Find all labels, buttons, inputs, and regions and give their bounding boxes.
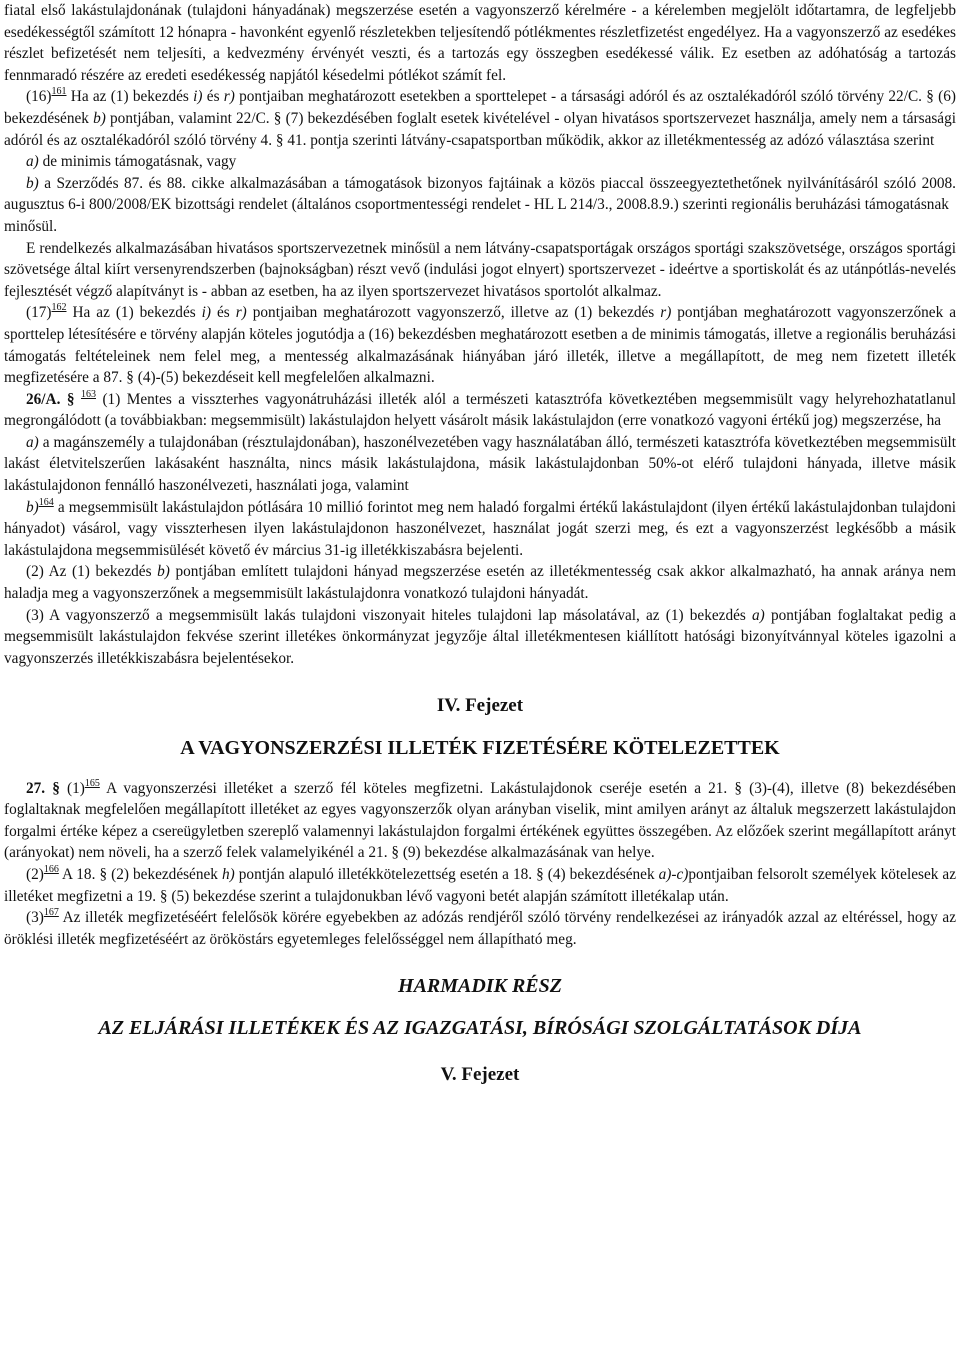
list-item-b <box>4 173 956 216</box>
paragraph-number: (3) <box>26 909 44 927</box>
text-run: pontjaiban felsorolt személyek kötelesek az illetéket megfizetni a 19. § (5) bekezdése szerint a tulajdonukban lévő vagyoni betét alapján számított illetékalap után. <box>4 865 956 905</box>
point-label: a) <box>26 433 39 451</box>
paragraph-text: fiatal első lakástulajdonának (tulajdoni hányadának) megszerzése esetén a vagyonszerző kérelmére - a kérelemben megjelölt időtartamra, de legfeljebb esedékességtől számított 12 hónapra - havonként egyenlő részletekben teljesítendő pótlékmentes részletfizetést engedélyez. Ha a vagyonszerző az esedékes részlet befizetését nem teljesíti, a kedvezmény érvényét veszti, és a tartozás egy összegben esedékessé válik. Ez esetben az adóhatóság a tartozás fennmaradó részére az eredeti esedékesség napjától késedelmi pótlékot számít fel. <box>4 2 956 84</box>
point-ref: r) <box>223 88 235 106</box>
text-run: pontjaiban meghatározott esetekben a sporttelepet - a társasági adóról és az osztalékadóról szóló törvény 22/C. § (6) bekezdésének <box>4 88 956 127</box>
point-label: a) <box>26 153 39 171</box>
point-label: b) <box>26 174 39 192</box>
section-27 <box>4 778 956 864</box>
point-ref: i) <box>201 304 212 322</box>
point-label: b) <box>26 498 39 516</box>
paragraph-16-end <box>4 216 956 238</box>
paragraph-17 <box>4 302 956 388</box>
section-26a-paragraph-3 <box>4 605 956 670</box>
paragraph-16-definition <box>4 238 956 303</box>
point-ref: b) <box>93 109 106 127</box>
text-run: minősül. <box>4 217 58 235</box>
text-run: (3) A vagyonszerző a megsemmisült lakás tulajdoni viszonyait hiteles tulajdoni lap másolatával, az (1) bekezdés <box>26 606 753 624</box>
text-run: a magánszemély a tulajdonában (résztulajdonában), haszonélvezetében vagy használatában álló, természeti katasztrófa következtében megsemmisült lakást életvitelszerűen lakásaként használta, nincs másik lakástulajdona, másik lakástulajdonban 50%-ot elérő tulajdoni hányada, illetve másik lakástulajdonon fennálló haszonélvezeti, használati joga, valamint <box>4 433 956 495</box>
paragraph-number: (2) <box>26 865 44 883</box>
point-ref: r) <box>235 304 247 322</box>
text-run: Ha az (1) bekezdés <box>66 304 202 322</box>
text-run: pontjában meghatározott vagyonszerzőnek a sporttelep létesítésére e törvény alapján köteles jogutódja a (16) bekezdésben meghatározott esetben a de minimis támogatás, illetve a regionális beruházási támogatás feltételeinek nem felel meg, a mentesség alkalmazásának hiányában járó illeték, illetve a megállapított, de meg nem fizetett illeték megfizetésére a 87. § (4)-(5) bekezdéseit kell megfelelően alkalmazni. <box>4 304 956 387</box>
paragraph-16 <box>4 86 956 151</box>
section-27-paragraph-3 <box>4 907 956 950</box>
point-ref: r) <box>660 304 672 322</box>
footnote-ref-163[interactable]: 163 <box>81 388 96 400</box>
footnote-ref-161[interactable]: 161 <box>51 86 67 98</box>
point-ref: a)-c) <box>658 865 689 883</box>
part-heading: HARMADIK RÉSZ <box>398 975 562 998</box>
text-run: A vagyonszerzési illetéket a szerző fél köteles megfizetni. Lakástulajdonok cseréje esetén a 21. § (3)-(4), illetve (8) bekezdésében foglaltaknak megfelelően megállapított illetéket az egyes vagyonszerzők olyan arányban viselik, mint amilyen arányt az általuk megszerzett lakástulajdon forgalmi értéke képez a csereügyletben szereplő valamennyi lakástulajdon forgalmi értékének együttes összegében. Az előzőek szerint megállapított arányt (arányokat) nem növeli, ha a szerző felek valamelyikénél a 21. § (9) bekezdése alkalmazásának van helye. <box>4 779 956 862</box>
text-run: (2) Az (1) bekezdés <box>26 563 158 581</box>
chapter-title: A VAGYONSZERZÉSI ILLETÉK FIZETÉSÉRE KÖTELEZETTEK <box>180 737 780 759</box>
list-item-a <box>4 151 956 173</box>
text-run: (1) Mentes a visszterhes vagyonátruházási illeték alól a természeti katasztrófa következtében megsemmisült vagy helyrehozhatatlanul megrongálódott (a továbbiakban: megsemmisült) lakástulajdon helyett vásárolt másik lakástulajdon (erre vonatkozó vagyoni értékű jog) megszerzése, ha <box>4 390 957 430</box>
text-run: a Szerződés 87. és 88. cikke alkalmazásában a támogatások bizonyos fajtáinak a közös piaccal összeegyeztethetőnek nyilvánításáról szóló 2008. augusztus 6-i 800/2008/EK bizottsági rendelet (általános csoportmentességi rendelet - HL L 214/3., 2008.8.9.) szerinti regionális beruházási támogatásnak <box>4 174 956 214</box>
paragraph-number: (17) <box>26 304 52 322</box>
text-run: Ha az (1) bekezdés <box>66 88 194 106</box>
section-26a-item-a <box>4 432 956 497</box>
footnote-ref-162[interactable]: 162 <box>51 302 67 314</box>
text-run: és <box>202 88 224 106</box>
point-ref: a) <box>752 606 765 624</box>
chapter-heading-5: V. Fejezet <box>440 1063 520 1085</box>
text-run: pontjában, valamint 22/C. § (7) bekezdésében foglalt esetek kivételével - olyan hivatásos sportszervezet használja, amely nem a társasági adóról és az osztalékadóról szóló törvény 4. § 41. pontja szerinti látvány-csapatsportban működik, akkor az illetékmentesség az adózó választása szerint <box>4 109 956 149</box>
point-ref: b) <box>157 563 170 581</box>
point-ref: h) <box>221 865 235 883</box>
section-label: 26/A. § <box>26 390 75 408</box>
paragraph-continuation <box>4 0 956 86</box>
text-run: pontján alapuló illetékkötelezettség esetén a 18. § (4) bekezdésének <box>234 865 659 883</box>
section-26a <box>4 389 956 432</box>
part-title: AZ ELJÁRÁSI ILLETÉKEK ÉS AZ IGAZGATÁSI, BÍRÓSÁGI SZOLGÁLTATÁSOK DÍJA <box>98 1016 862 1039</box>
text-run: és <box>211 304 236 322</box>
section-27-paragraph-2 <box>4 864 956 907</box>
section-26a-item-b <box>4 497 956 562</box>
text-run: A 18. § (2) bekezdésének <box>58 865 222 883</box>
chapter-heading: IV. Fejezet <box>436 695 524 717</box>
footnote-ref-164[interactable]: 164 <box>38 496 54 508</box>
footnote-ref-167[interactable]: 167 <box>43 907 59 919</box>
section-26a-paragraph-2 <box>4 561 956 604</box>
text-run: de minimis támogatásnak, vagy <box>38 153 237 171</box>
paragraph-number: (1) <box>59 779 85 797</box>
text-run: Az illeték megfizetéséért felelősök körére egyebekben az adózás rendjéről szóló törvény rendelkezései az irányadók azzal az eltéréssel, hogy az öröklési illeték megfizetéséért az örököstárs egyetemleges felelősséggel nem állapítható meg. <box>4 909 956 948</box>
text-run: pontjában említett tulajdoni hányad megszerzése esetén az illetékmentesség csak akkor alkalmazható, ha annak aránya nem haladja meg a vagyonszerzőnek a megsemmisült lakástulajdonra vonatkozó tulajdoni hányadát. <box>4 563 956 603</box>
footnote-ref-166[interactable]: 166 <box>43 863 59 875</box>
text-run: E rendelkezés alkalmazásában hivatásos sportszervezetnek minősül a nem látvány-csapatsportágak országos sportági szakszövetsége, országos sportági szövetsége által kiírt versenyrendszerben (bajnokságban) részt vevő (indulási jogot elnyert) sportszervezet - ideértve a sportiskolát és az utánpótlás-nevelés fejlesztését végző alapítványt is - abban az esetben, ha az ilyen sportszervezet hivatásos sportolót alkalmaz. <box>4 239 956 300</box>
text-run: pontjaiban meghatározott vagyonszerző, illetve az (1) bekezdés <box>246 304 661 322</box>
text-run: a megsemmisült lakástulajdon pótlására 10 millió forintot meg nem haladó forgalmi értékű lakástulajdont (ilyen értékű lakástulajdonban tulajdoni hányadot) vásárol, vagy visszterhesen ilyen lakástulajdonon haszonélvezet, használat jogát szerzi meg, és ezt a vagyonszerzést legkésőbb a másik lakástulajdona megsemmisülését követő év március 31-ig illetékkiszabásra bejelenti. <box>4 498 956 559</box>
footnote-ref-165[interactable]: 165 <box>84 777 100 789</box>
section-label: 27. § <box>26 779 60 797</box>
text-run: pontjában foglaltakat pedig a megsemmisült lakástulajdon fekvése szerint illetékes önkormányzat jegyzője által illetékmentesen kiállított hatósági bizonyítvánnyal köteles igazolni a vagyonszerzés illetékkiszabásra bejelentésekor. <box>4 606 956 667</box>
point-ref: i) <box>193 88 203 106</box>
paragraph-number: (16) <box>26 88 52 106</box>
